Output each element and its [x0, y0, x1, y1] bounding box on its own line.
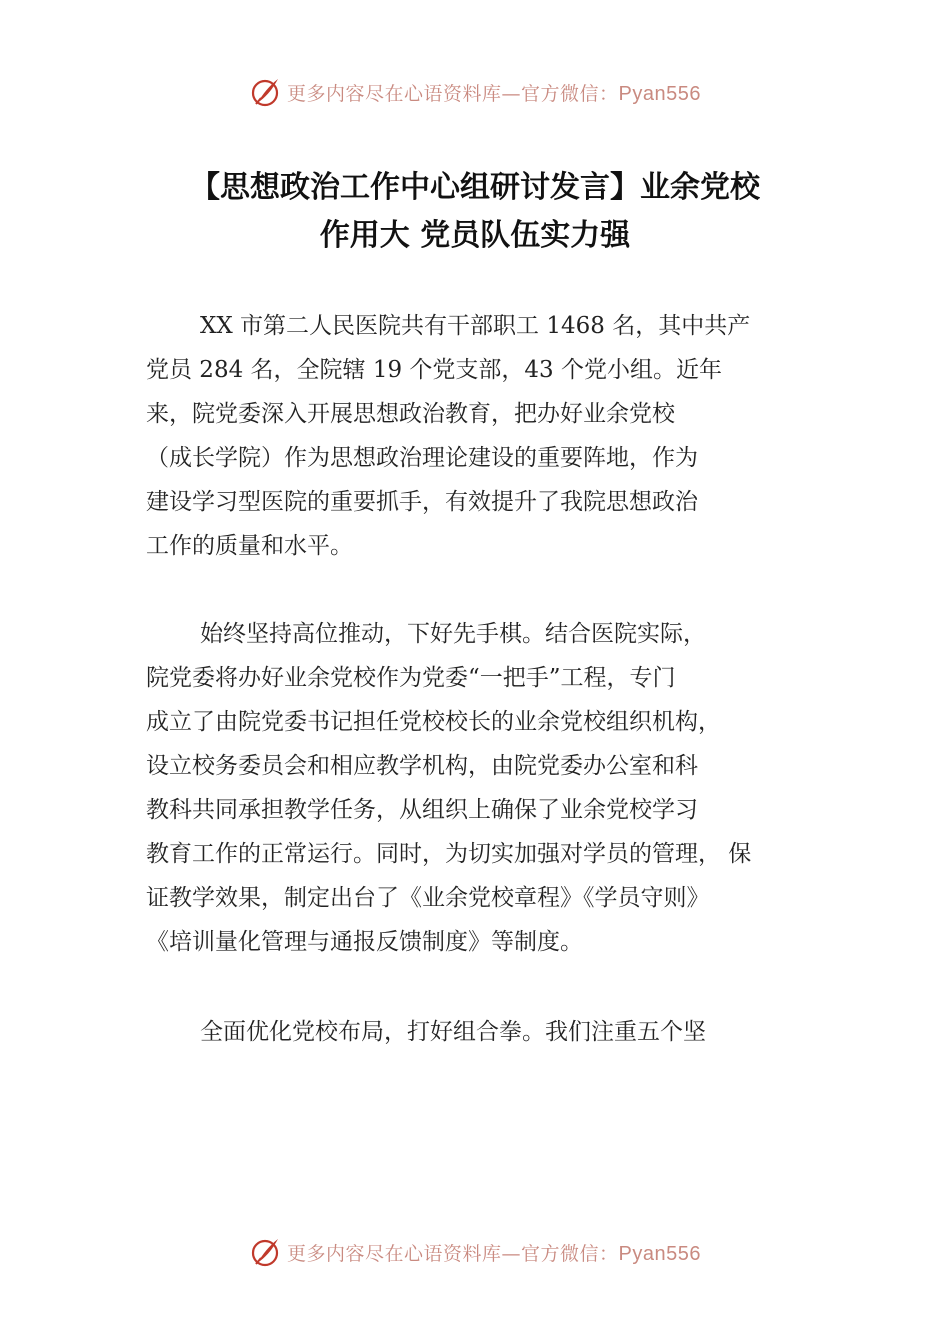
paragraph-line: 全面优化党校布局，打好组合拳。我们注重五个坚 [200, 1019, 706, 1045]
document-title [120, 164, 830, 260]
title-line-1: 【思想政治工作中心组研讨发言】业余党校 [190, 170, 760, 205]
watermark-text: 更多内容尽在心语资料库—官方微信：Pyan556 [287, 82, 701, 105]
footer-watermark [0, 1232, 950, 1272]
paragraph-line: 党员 284 名，全院辖 19 个党支部，43 个党小组。近年 [146, 357, 722, 383]
header-watermark [0, 72, 950, 112]
paragraph-line: 来，院党委深入开展思想政治教育，把办好业余党校 [146, 401, 675, 427]
paragraph-line: 成立了由院党委书记担任党校校长的业余党校组织机构， [146, 709, 721, 735]
paragraph-line: XX 市第二人民医院共有干部职工 1468 名，其中共产 [200, 313, 751, 339]
watermark-wechat-id: Pyan556 [618, 1242, 701, 1265]
quill-logo-icon [249, 1236, 281, 1268]
paragraph-line: 院党委将办好业余党校作为党委“一把手”工程，专门 [146, 665, 676, 691]
paragraph-1 [146, 304, 836, 568]
watermark-text: 更多内容尽在心语资料库—官方微信：Pyan556 [287, 1242, 701, 1265]
paragraph-line: 建设学习型医院的重要抓手，有效提升了我院思想政治 [146, 489, 698, 515]
paragraph-line: （成长学院）作为思想政治理论建设的重要阵地，作为 [146, 445, 698, 471]
paragraph-line: 教科共同承担教学任务，从组织上确保了业余党校学习 [146, 797, 698, 823]
quill-logo-icon [249, 76, 281, 108]
paragraph-line: 《培训量化管理与通报反馈制度》等制度。 [146, 929, 583, 955]
paragraph-line: 始终坚持高位推动，下好先手棋。结合医院实际， [200, 621, 706, 647]
paragraph-2 [146, 612, 836, 964]
paragraph-3 [146, 1010, 836, 1054]
paragraph-line: 工作的质量和水平。 [146, 533, 353, 559]
paragraph-line: 证教学效果，制定出台了《业余党校章程》《学员守则》 [146, 885, 710, 911]
paragraph-line: 教育工作的正常运行。同时，为切实加强对学员的管理， 保 [146, 841, 752, 867]
title-line-2: 作用大 党员队伍实力强 [319, 218, 631, 253]
watermark-wechat-id: Pyan556 [618, 82, 701, 105]
paragraph-line: 设立校务委员会和相应教学机构，由院党委办公室和科 [146, 753, 698, 779]
